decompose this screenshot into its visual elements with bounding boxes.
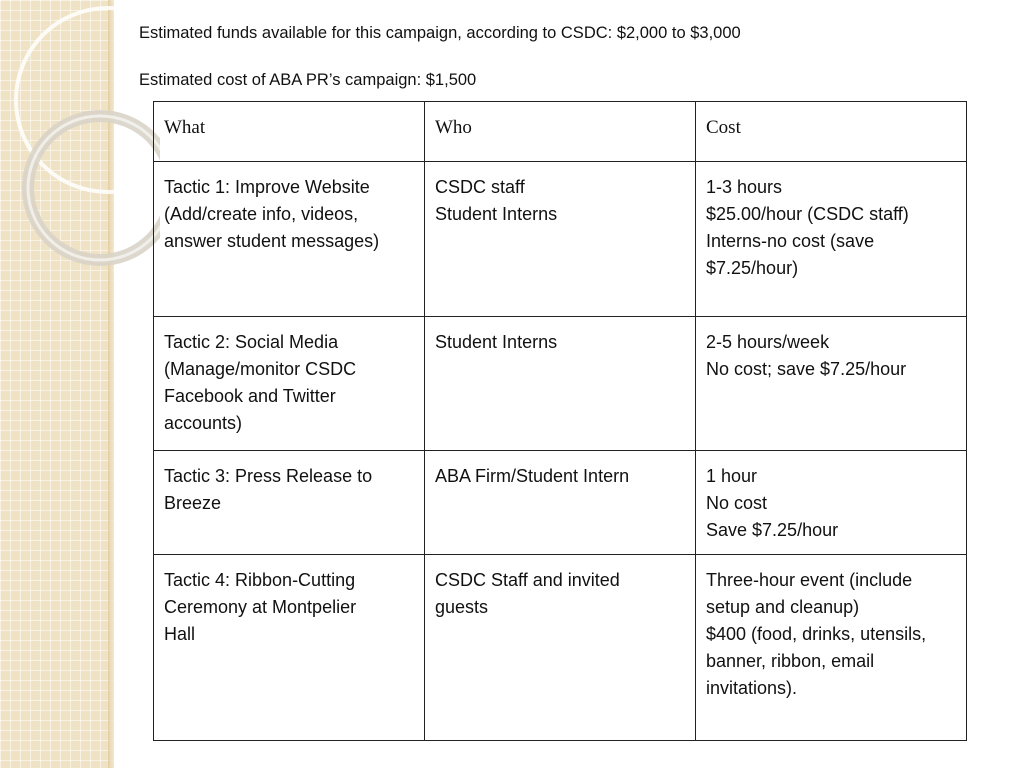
cell-text: No cost — [706, 493, 768, 513]
estimated-funds-text: Estimated funds available for this campaign, according to CSDC: $2,000 to $3,000 — [139, 24, 741, 42]
cell-cost — [696, 451, 967, 555]
cell-cost — [696, 555, 967, 741]
cell-text: $400 (food, drinks, utensils, — [706, 624, 927, 644]
cell-text: guests — [435, 597, 489, 617]
cell-what — [154, 317, 425, 451]
table-row-tactic-2 — [154, 317, 967, 451]
cell-text: $7.25/hour) — [706, 258, 799, 278]
cell-text: CSDC staff — [435, 177, 525, 197]
column-header-what: What — [154, 102, 425, 162]
decorative-rings-graphic — [0, 0, 160, 300]
cell-text: setup and cleanup) — [706, 597, 860, 617]
cell-text: Interns-no cost (save — [706, 231, 875, 251]
cell-text: Student Interns — [435, 204, 558, 224]
cell-text: Tactic 1: Improve Website — [164, 177, 370, 197]
cell-text: 2-5 hours/week — [706, 332, 830, 352]
cell-what — [154, 162, 425, 317]
cell-what — [154, 451, 425, 555]
cell-text: answer student messages) — [164, 231, 380, 251]
campaign-tactics-table — [153, 101, 967, 741]
cell-text: invitations). — [706, 678, 798, 698]
cell-text: Hall — [164, 624, 196, 644]
cell-text: Ceremony at Montpelier — [164, 597, 357, 617]
cell-text: 1 hour — [706, 466, 758, 486]
cell-text: Tactic 3: Press Release to — [164, 466, 373, 486]
cell-text: CSDC Staff and invited — [435, 570, 620, 590]
table-header-row — [154, 102, 967, 162]
cell-text: $25.00/hour (CSDC staff) — [706, 204, 909, 224]
table-row-tactic-3 — [154, 451, 967, 555]
cell-who — [425, 555, 696, 741]
cell-cost — [696, 162, 967, 317]
cell-text: Save $7.25/hour — [706, 520, 839, 540]
cell-what — [154, 555, 425, 741]
column-header-cost: Cost — [696, 102, 967, 162]
cell-text: Facebook and Twitter — [164, 386, 336, 406]
cell-text: Student Interns — [435, 332, 558, 352]
table-row-tactic-4 — [154, 555, 967, 741]
cell-who — [425, 162, 696, 317]
table-row-tactic-1 — [154, 162, 967, 317]
cell-text: Tactic 2: Social Media — [164, 332, 339, 352]
cell-text: 1-3 hours — [706, 177, 783, 197]
cell-text: (Add/create info, videos, — [164, 204, 359, 224]
cell-text: (Manage/monitor CSDC — [164, 359, 357, 379]
cell-who — [425, 451, 696, 555]
cell-text: ABA Firm/Student Intern — [435, 466, 630, 486]
cell-cost — [696, 317, 967, 451]
estimated-cost-text: Estimated cost of ABA PR’s campaign: $1,500 — [139, 71, 477, 89]
column-header-who: Who — [425, 102, 696, 162]
cell-text: accounts) — [164, 413, 243, 433]
cell-text: Breeze — [164, 493, 222, 513]
cell-text: banner, ribbon, email — [706, 651, 875, 671]
cell-text: Three-hour event (include — [706, 570, 913, 590]
cell-text: No cost; save $7.25/hour — [706, 359, 907, 379]
cell-who — [425, 317, 696, 451]
cell-text: Tactic 4: Ribbon-Cutting — [164, 570, 356, 590]
